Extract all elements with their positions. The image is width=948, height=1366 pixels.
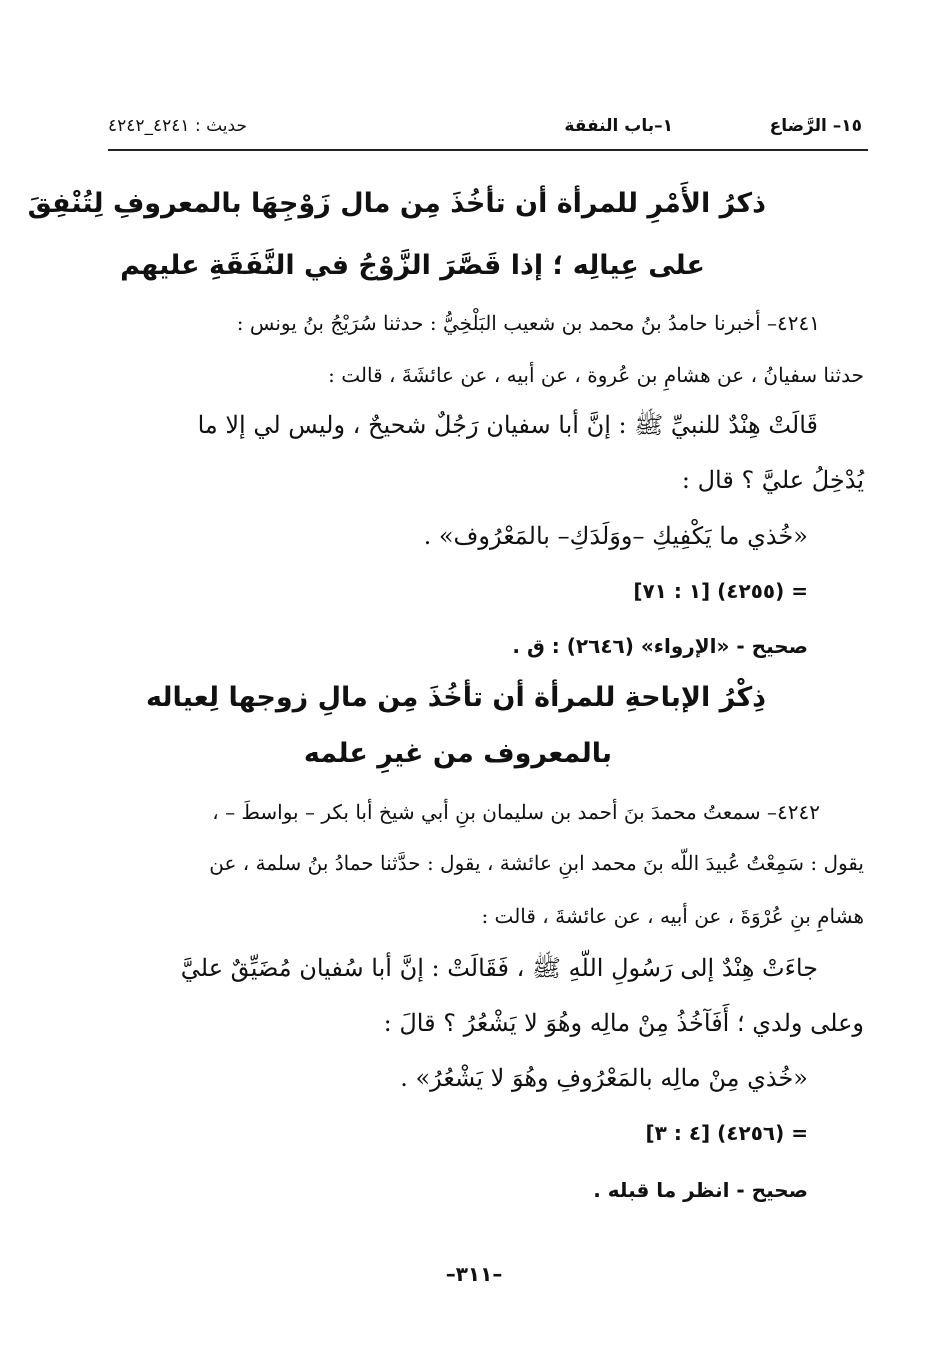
matn-line: جاءَتْ هِنْدٌ إلى رَسُولِ اللّهِ ﷺ ، فَقَالَتْ : إنَّ أبا سُفيان مُضَيِّقٌ عليَّ: [180, 954, 818, 982]
cross-reference: = (٤٢٥٦) [٤ : ٣]: [645, 1121, 808, 1145]
matn-line: وعلى ولدي ؛ أَفَآخُذُ مِنْ مالِه وهُوَ لا يَشْعُرُ ؟ قالَ :: [383, 1009, 864, 1037]
matn-line: قَالَتْ هِنْدٌ للنبيِّ ﷺ : إنَّ أبا سفيان رَجُلٌ شحيحٌ ، وليس لي إلا ما: [197, 411, 818, 439]
chapter-heading-line2: بالمعروف من غيرِ علمه: [303, 738, 612, 769]
prophetic-quote: «خُذي ما يَكْفِيكِ –ووَلَدَكِ– بالمَعْرُوف» .: [423, 522, 808, 550]
cross-reference: = (٤٢٥٥) [١ : ٧١]: [633, 579, 808, 603]
isnad-line: ٤٢٤١– أخبرنا حامدُ بنُ محمد بن شعيب البَلْخِيُّ : حدثنا سُرَيْجُ بنُ يونس :: [236, 311, 820, 335]
isnad-line: هشامِ بنِ عُرْوَةَ ، عن أبيه ، عن عائشةَ ، قالت :: [481, 904, 864, 928]
prophetic-quote: «خُذي مِنْ مالِه بالمَعْرُوفِ وهُوَ لا يَشْعُرُ» .: [400, 1064, 808, 1092]
chapter-title: ١٥– الرَّضاع: [769, 116, 862, 136]
isnad-line: ٤٢٤٢– سمعتُ محمدَ بنَ أحمد بن سليمان بنِ أبي شيخ أبا بكر – بواسطَ – ،: [212, 800, 820, 824]
chapter-heading-line1: ذكرُ الأَمْرِ للمرأة أن تأخُذَ مِن مال زَوْجِهَا بالمعروفِ لِتُنْفِقَ: [27, 188, 766, 219]
header-divider: [108, 149, 868, 151]
chapter-heading-line2: على عِيالِه ؛ إذا قَصَّرَ الزَّوْجُ في النَّفَقَةِ عليهم: [120, 250, 705, 281]
hadith-grade: صحيح - انظر ما قبله .: [593, 1178, 808, 1202]
chapter-heading-line1: ذِكْرُ الإباحةِ للمرأة أن تأخُذَ مِن مالِ زوجها لِعياله: [146, 682, 766, 713]
hadith-range: حديث : ٤٢٤١_٤٢٤٢: [108, 116, 247, 136]
hadith-grade: صحيح - «الإرواء» (٢٦٤٦) : ق .: [512, 634, 808, 658]
isnad-line: حدثنا سفيانُ ، عن هشامِ بن عُروة ، عن أبيه ، عن عائشَةَ ، قالت :: [328, 363, 864, 387]
isnad-line: يقول : سَمِعْتُ عُبيدَ اللّه بنَ محمد ابنِ عائشة ، يقول : حدَّثنا حمادُ بنُ سلمة ، عن: [209, 851, 864, 875]
section-title: ١–باب النفقة: [564, 116, 673, 136]
page-number: –٣١١–: [445, 1262, 503, 1286]
running-header: [108, 110, 868, 146]
matn-line: يُدْخِلُ عليَّ ؟ قال :: [681, 466, 864, 494]
